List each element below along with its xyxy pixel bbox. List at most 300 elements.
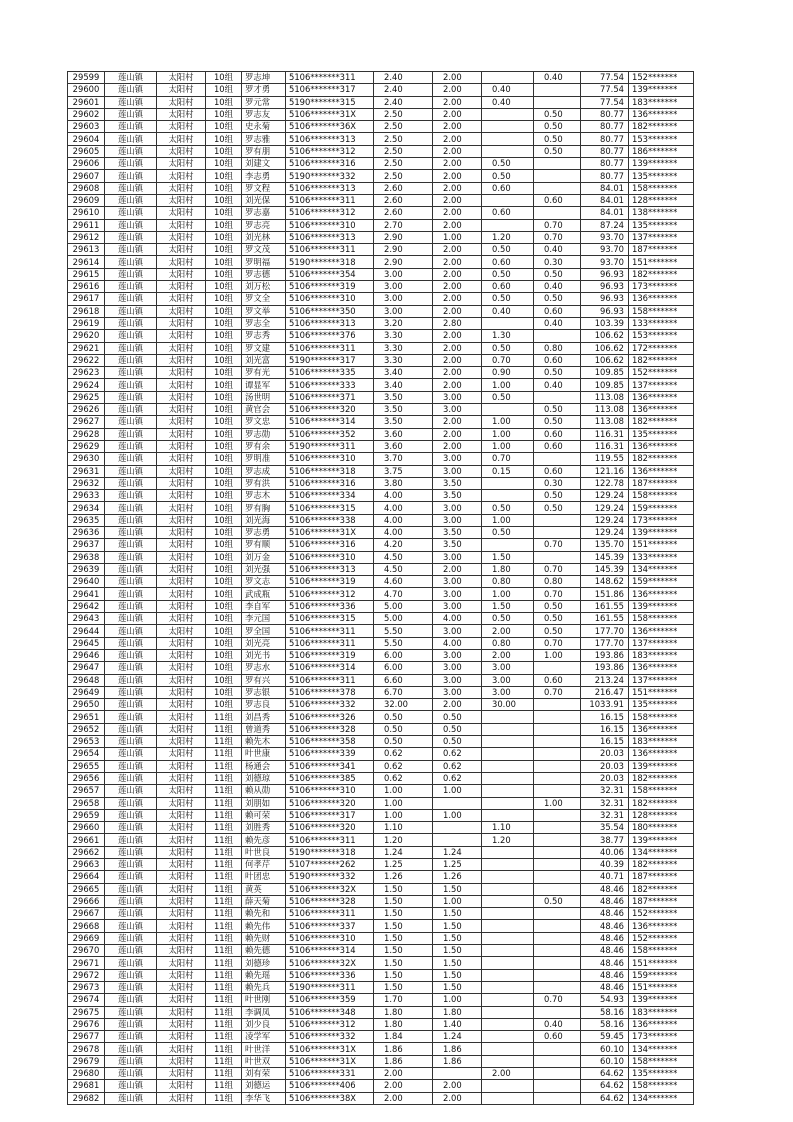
cell-id-number: 5106*******311 (286, 194, 374, 206)
cell-phone: 182******* (629, 354, 694, 366)
cell-name: 罗元常 (242, 96, 286, 108)
cell-total-area: 3.70 (374, 453, 433, 465)
cell-amount: 16.15 (581, 736, 629, 748)
cell-row-number: 29634 (68, 502, 105, 514)
cell-row-number: 29651 (68, 711, 105, 723)
cell-name: 罗文建 (242, 342, 286, 354)
table-row (68, 502, 694, 514)
cell-area-b: 1.00 (482, 416, 534, 428)
cell-row-number: 29675 (68, 1006, 105, 1018)
cell-phone: 187******* (629, 244, 694, 256)
cell-amount: 129.24 (581, 490, 629, 502)
cell-area-b: 0.50 (482, 526, 534, 538)
cell-village: 太阳村 (157, 711, 206, 723)
cell-area-c: 1.00 (534, 649, 581, 661)
cell-area-a: 0.62 (433, 760, 482, 772)
cell-amount: 40.71 (581, 871, 629, 883)
cell-name: 罗有顺 (242, 539, 286, 551)
table-row (68, 908, 694, 920)
cell-row-number: 29628 (68, 428, 105, 440)
cell-village: 太阳村 (157, 736, 206, 748)
cell-row-number: 29611 (68, 219, 105, 231)
cell-row-number: 29665 (68, 883, 105, 895)
cell-group: 11组 (206, 957, 242, 969)
cell-area-b (482, 945, 534, 957)
cell-row-number: 29632 (68, 477, 105, 489)
cell-row-number: 29616 (68, 281, 105, 293)
cell-row-number: 29664 (68, 871, 105, 883)
cell-total-area: 1.50 (374, 981, 433, 993)
cell-area-a: 1.25 (433, 859, 482, 871)
cell-phone: 135******* (629, 1068, 694, 1080)
cell-row-number: 29631 (68, 465, 105, 477)
table-row (68, 1031, 694, 1043)
cell-town: 莲山镇 (105, 502, 157, 514)
cell-name: 罗志良 (242, 699, 286, 711)
cell-phone: 137******* (629, 637, 694, 649)
cell-phone: 136******* (629, 404, 694, 416)
table-row (68, 613, 694, 625)
cell-amount: 48.46 (581, 945, 629, 957)
cell-area-a: 3.00 (433, 404, 482, 416)
cell-area-c (534, 957, 581, 969)
cell-area-b: 0.50 (482, 293, 534, 305)
cell-area-b: 0.50 (482, 244, 534, 256)
cell-group: 11组 (206, 785, 242, 797)
cell-name: 罗文茂 (242, 244, 286, 256)
cell-id-number: 5106*******318 (286, 465, 374, 477)
cell-group: 10组 (206, 182, 242, 194)
cell-area-a: 1.50 (433, 883, 482, 895)
table-row (68, 588, 694, 600)
cell-group: 10组 (206, 526, 242, 538)
cell-id-number: 5106*******311 (286, 342, 374, 354)
cell-village: 太阳村 (157, 563, 206, 575)
cell-phone: 158******* (629, 945, 694, 957)
cell-group: 10组 (206, 674, 242, 686)
cell-name: 罗文忠 (242, 416, 286, 428)
cell-row-number: 29607 (68, 170, 105, 182)
cell-amount: 96.93 (581, 268, 629, 280)
table-row (68, 268, 694, 280)
cell-group: 11组 (206, 871, 242, 883)
cell-row-number: 29627 (68, 416, 105, 428)
cell-total-area: 5.00 (374, 600, 433, 612)
cell-amount: 48.46 (581, 895, 629, 907)
cell-amount: 77.54 (581, 72, 629, 84)
table-row (68, 859, 694, 871)
cell-village: 太阳村 (157, 145, 206, 157)
table-row (68, 871, 694, 883)
cell-group: 11组 (206, 1092, 242, 1104)
cell-name: 罗文程 (242, 182, 286, 194)
cell-name: 赖先和 (242, 908, 286, 920)
cell-row-number: 29648 (68, 674, 105, 686)
cell-area-a: 2.00 (433, 96, 482, 108)
cell-area-b (482, 490, 534, 502)
cell-area-c: 0.50 (534, 404, 581, 416)
cell-area-a: 3.00 (433, 625, 482, 637)
cell-town: 莲山镇 (105, 256, 157, 268)
cell-town: 莲山镇 (105, 133, 157, 145)
cell-group: 11组 (206, 723, 242, 735)
cell-phone: 158******* (629, 711, 694, 723)
cell-id-number: 5106*******312 (286, 145, 374, 157)
cell-area-b: 30.00 (482, 699, 534, 711)
cell-area-a: 3.00 (433, 465, 482, 477)
cell-id-number: 5106*******311 (286, 908, 374, 920)
table-row (68, 785, 694, 797)
cell-village: 太阳村 (157, 588, 206, 600)
cell-phone: 134******* (629, 1043, 694, 1055)
cell-id-number: 5106*******313 (286, 317, 374, 329)
cell-area-b: 1.00 (482, 440, 534, 452)
cell-id-number: 5106*******310 (286, 293, 374, 305)
cell-area-b (482, 219, 534, 231)
cell-town: 莲山镇 (105, 379, 157, 391)
cell-town: 莲山镇 (105, 822, 157, 834)
cell-town: 莲山镇 (105, 846, 157, 858)
cell-area-a: 3.00 (433, 686, 482, 698)
cell-area-c: 0.80 (534, 342, 581, 354)
cell-row-number: 29645 (68, 637, 105, 649)
cell-phone: 136******* (629, 293, 694, 305)
cell-name: 罗志勋 (242, 428, 286, 440)
cell-group: 10组 (206, 108, 242, 120)
cell-id-number: 5106*******334 (286, 490, 374, 502)
cell-area-b: 2.00 (482, 625, 534, 637)
cell-total-area: 1.84 (374, 1031, 433, 1043)
cell-amount: 109.85 (581, 367, 629, 379)
cell-area-c (534, 908, 581, 920)
cell-row-number: 29679 (68, 1055, 105, 1067)
cell-village: 太阳村 (157, 330, 206, 342)
cell-amount: 80.77 (581, 170, 629, 182)
cell-village: 太阳村 (157, 404, 206, 416)
cell-town: 莲山镇 (105, 736, 157, 748)
cell-area-c (534, 1055, 581, 1067)
cell-area-a: 2.00 (433, 219, 482, 231)
cell-amount: 80.77 (581, 158, 629, 170)
cell-phone: 139******* (629, 994, 694, 1006)
cell-town: 莲山镇 (105, 428, 157, 440)
cell-phone: 152******* (629, 72, 694, 84)
table-row (68, 600, 694, 612)
table-row (68, 526, 694, 538)
data-table (67, 71, 694, 1105)
cell-total-area: 1.00 (374, 797, 433, 809)
cell-area-c (534, 182, 581, 194)
cell-id-number: 5106*******350 (286, 305, 374, 317)
cell-row-number: 29637 (68, 539, 105, 551)
cell-name: 罗文全 (242, 293, 286, 305)
cell-id-number: 5106*******339 (286, 748, 374, 760)
cell-area-a: 2.00 (433, 428, 482, 440)
cell-row-number: 29667 (68, 908, 105, 920)
cell-amount: 93.70 (581, 231, 629, 243)
cell-amount: 80.77 (581, 145, 629, 157)
cell-name: 叶世洋 (242, 1043, 286, 1055)
cell-area-a (433, 822, 482, 834)
cell-village: 太阳村 (157, 490, 206, 502)
cell-group: 10组 (206, 207, 242, 219)
cell-amount: 87.24 (581, 219, 629, 231)
cell-total-area: 1.20 (374, 834, 433, 846)
cell-area-c (534, 170, 581, 182)
cell-row-number: 29652 (68, 723, 105, 735)
cell-id-number: 5106*******32X (286, 957, 374, 969)
cell-phone: 158******* (629, 785, 694, 797)
cell-group: 11组 (206, 1043, 242, 1055)
cell-area-a: 3.00 (433, 600, 482, 612)
cell-id-number: 5190*******332 (286, 871, 374, 883)
cell-phone: 135******* (629, 699, 694, 711)
cell-town: 莲山镇 (105, 600, 157, 612)
cell-area-c: 0.70 (534, 563, 581, 575)
cell-total-area: 4.20 (374, 539, 433, 551)
cell-row-number: 29680 (68, 1068, 105, 1080)
cell-phone: 136******* (629, 662, 694, 674)
cell-area-c: 0.30 (534, 256, 581, 268)
cell-area-a: 2.00 (433, 170, 482, 182)
cell-id-number: 5106*******337 (286, 920, 374, 932)
cell-amount: 35.54 (581, 822, 629, 834)
cell-village: 太阳村 (157, 526, 206, 538)
cell-area-c: 0.50 (534, 367, 581, 379)
cell-area-a: 1.50 (433, 981, 482, 993)
cell-village: 太阳村 (157, 920, 206, 932)
cell-group: 10组 (206, 96, 242, 108)
cell-total-area: 2.60 (374, 207, 433, 219)
cell-row-number: 29658 (68, 797, 105, 809)
cell-village: 太阳村 (157, 883, 206, 895)
cell-amount: 122.78 (581, 477, 629, 489)
cell-area-c: 0.50 (534, 108, 581, 120)
cell-row-number: 29647 (68, 662, 105, 674)
cell-amount: 116.31 (581, 428, 629, 440)
cell-row-number: 29641 (68, 588, 105, 600)
cell-name: 罗文举 (242, 305, 286, 317)
cell-area-b (482, 920, 534, 932)
cell-row-number: 29606 (68, 158, 105, 170)
cell-area-b: 1.30 (482, 330, 534, 342)
cell-area-b: 0.60 (482, 182, 534, 194)
cell-row-number: 29600 (68, 84, 105, 96)
cell-row-number: 29646 (68, 649, 105, 661)
cell-town: 莲山镇 (105, 699, 157, 711)
cell-amount: 93.70 (581, 244, 629, 256)
cell-area-b: 0.50 (482, 268, 534, 280)
cell-town: 莲山镇 (105, 465, 157, 477)
cell-row-number: 29638 (68, 551, 105, 563)
cell-name: 叶世良 (242, 846, 286, 858)
cell-total-area: 3.00 (374, 281, 433, 293)
cell-area-a: 3.00 (433, 391, 482, 403)
table-row (68, 945, 694, 957)
cell-village: 太阳村 (157, 957, 206, 969)
cell-area-c: 0.50 (534, 600, 581, 612)
cell-id-number: 5106*******371 (286, 391, 374, 403)
cell-total-area: 3.00 (374, 305, 433, 317)
cell-area-b (482, 317, 534, 329)
cell-town: 莲山镇 (105, 981, 157, 993)
cell-id-number: 5106*******376 (286, 330, 374, 342)
cell-group: 11组 (206, 969, 242, 981)
cell-group: 10组 (206, 588, 242, 600)
cell-phone: 187******* (629, 477, 694, 489)
cell-name: 罗有胸 (242, 502, 286, 514)
cell-name: 刘昌秀 (242, 711, 286, 723)
cell-village: 太阳村 (157, 600, 206, 612)
cell-id-number: 5106*******315 (286, 613, 374, 625)
table-row (68, 244, 694, 256)
cell-town: 莲山镇 (105, 158, 157, 170)
cell-amount: 40.06 (581, 846, 629, 858)
cell-amount: 193.86 (581, 662, 629, 674)
cell-town: 莲山镇 (105, 1055, 157, 1067)
cell-town: 莲山镇 (105, 268, 157, 280)
cell-total-area: 3.30 (374, 342, 433, 354)
cell-amount: 96.93 (581, 281, 629, 293)
cell-row-number: 29633 (68, 490, 105, 502)
cell-name: 叶世刚 (242, 994, 286, 1006)
cell-village: 太阳村 (157, 539, 206, 551)
cell-name: 刘德琼 (242, 772, 286, 784)
cell-total-area: 1.50 (374, 945, 433, 957)
table-row (68, 748, 694, 760)
cell-phone: 187******* (629, 871, 694, 883)
cell-area-b (482, 108, 534, 120)
cell-village: 太阳村 (157, 945, 206, 957)
cell-area-a: 4.00 (433, 637, 482, 649)
cell-village: 太阳村 (157, 281, 206, 293)
cell-area-b (482, 1006, 534, 1018)
cell-village: 太阳村 (157, 207, 206, 219)
cell-id-number: 5106*******313 (286, 133, 374, 145)
cell-area-c: 0.60 (534, 674, 581, 686)
cell-name: 刘光书 (242, 649, 286, 661)
cell-area-b: 0.40 (482, 305, 534, 317)
cell-amount: 161.55 (581, 613, 629, 625)
cell-id-number: 5106*******311 (286, 625, 374, 637)
cell-amount: 48.46 (581, 957, 629, 969)
cell-amount: 48.46 (581, 932, 629, 944)
cell-group: 10组 (206, 637, 242, 649)
cell-village: 太阳村 (157, 1080, 206, 1092)
cell-phone: 135******* (629, 170, 694, 182)
cell-town: 莲山镇 (105, 883, 157, 895)
cell-row-number: 29625 (68, 391, 105, 403)
cell-name: 刘光亮 (242, 637, 286, 649)
cell-area-c (534, 453, 581, 465)
cell-total-area: 3.75 (374, 465, 433, 477)
cell-phone: 158******* (629, 182, 694, 194)
cell-total-area: 1.50 (374, 908, 433, 920)
cell-area-a: 1.24 (433, 1031, 482, 1043)
cell-name: 赖先木 (242, 736, 286, 748)
cell-area-c (534, 84, 581, 96)
cell-group: 10组 (206, 514, 242, 526)
cell-total-area: 0.50 (374, 723, 433, 735)
cell-id-number: 5106*******310 (286, 785, 374, 797)
cell-town: 莲山镇 (105, 194, 157, 206)
cell-town: 莲山镇 (105, 404, 157, 416)
cell-group: 10组 (206, 354, 242, 366)
cell-total-area: 1.10 (374, 822, 433, 834)
table-row (68, 170, 694, 182)
cell-village: 太阳村 (157, 84, 206, 96)
cell-area-b: 1.00 (482, 428, 534, 440)
table-row (68, 1043, 694, 1055)
cell-row-number: 29672 (68, 969, 105, 981)
cell-phone: 159******* (629, 502, 694, 514)
cell-group: 10组 (206, 170, 242, 182)
cell-name: 罗志勇 (242, 526, 286, 538)
cell-area-b: 3.00 (482, 662, 534, 674)
cell-name: 罗志成 (242, 465, 286, 477)
table-row (68, 440, 694, 452)
cell-village: 太阳村 (157, 1031, 206, 1043)
cell-village: 太阳村 (157, 1092, 206, 1104)
cell-area-c (534, 1092, 581, 1104)
cell-row-number: 29624 (68, 379, 105, 391)
cell-area-b: 3.00 (482, 674, 534, 686)
cell-row-number: 29666 (68, 895, 105, 907)
cell-town: 莲山镇 (105, 711, 157, 723)
table-row (68, 981, 694, 993)
cell-total-area: 2.90 (374, 256, 433, 268)
table-row (68, 121, 694, 133)
table-row (68, 342, 694, 354)
cell-name: 刘万松 (242, 281, 286, 293)
cell-total-area: 2.90 (374, 231, 433, 243)
cell-area-a: 2.00 (433, 1092, 482, 1104)
cell-group: 10组 (206, 72, 242, 84)
table-row (68, 1092, 694, 1104)
cell-id-number: 5106*******316 (286, 477, 374, 489)
cell-phone: 182******* (629, 121, 694, 133)
cell-area-a: 2.00 (433, 416, 482, 428)
cell-name: 黄官会 (242, 404, 286, 416)
cell-total-area: 2.40 (374, 72, 433, 84)
cell-amount: 106.62 (581, 330, 629, 342)
cell-phone: 151******* (629, 256, 694, 268)
cell-phone: 182******* (629, 416, 694, 428)
cell-phone: 159******* (629, 576, 694, 588)
cell-town: 莲山镇 (105, 453, 157, 465)
cell-amount: 135.70 (581, 539, 629, 551)
cell-area-c (534, 859, 581, 871)
cell-group: 10组 (206, 699, 242, 711)
cell-group: 11组 (206, 945, 242, 957)
cell-village: 太阳村 (157, 1018, 206, 1030)
cell-phone: 187******* (629, 895, 694, 907)
cell-name: 罗有朋 (242, 145, 286, 157)
cell-name: 罗志德 (242, 268, 286, 280)
table-row (68, 330, 694, 342)
cell-name: 罗有余 (242, 440, 286, 452)
cell-id-number: 5106*******312 (286, 1018, 374, 1030)
cell-phone: 182******* (629, 772, 694, 784)
cell-village: 太阳村 (157, 662, 206, 674)
cell-total-area: 1.25 (374, 859, 433, 871)
cell-total-area: 1.86 (374, 1055, 433, 1067)
cell-area-a: 3.50 (433, 490, 482, 502)
cell-village: 太阳村 (157, 133, 206, 145)
cell-group: 10组 (206, 219, 242, 231)
cell-row-number: 29662 (68, 846, 105, 858)
cell-amount: 116.31 (581, 440, 629, 452)
